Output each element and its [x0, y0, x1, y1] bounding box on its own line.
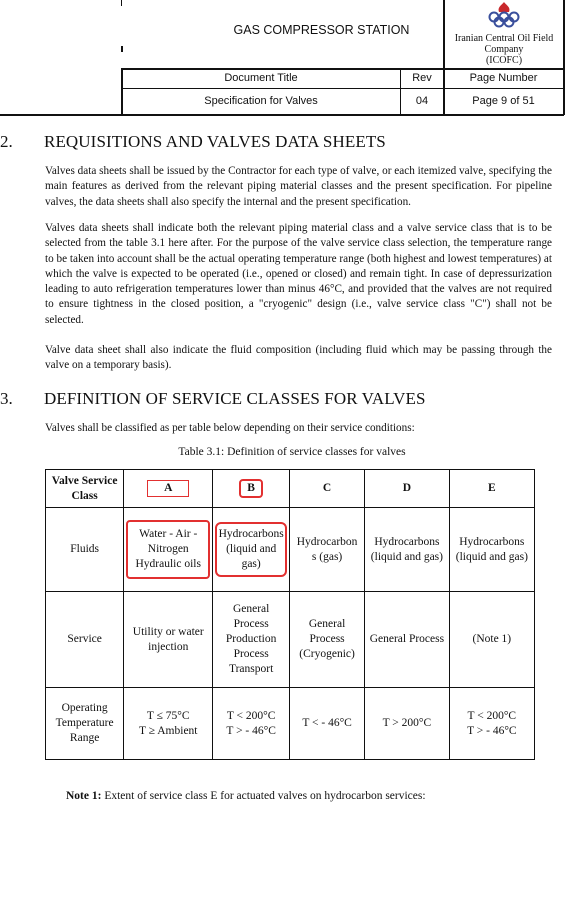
paragraph: Valves data sheets shall indicate both the relevant piping material class and a valve service class that is to be selected from the table 3.1 here after. For the purpose of the valve service class selection, the temperature range to be taken into account shall be the actual operating temperature range (both highest and lowest temperatures) at which the valve is expected to be operated (i.e., opened or closed) and remain tight. In case of depressurization leading to auto refrigeration temperatures lower than minus 46°C, and provided that the valves are not required to ensure tightness in the closed position, a "cryogenic" design (i.e., valve service class "C") shall not be selected.	[45, 222, 552, 326]
table-cell: T > 200°C	[365, 688, 450, 760]
header-label-cell: Valve Service Class	[46, 470, 124, 508]
page-number-header: Page Number	[469, 72, 538, 84]
class-a-label: A	[147, 480, 189, 497]
class-b-label: B	[239, 479, 263, 498]
doc-title-value: Specification for Valves	[204, 95, 318, 107]
doc-title-header: Document Title	[224, 72, 298, 84]
section-number: 2.	[0, 132, 13, 151]
table-row	[46, 470, 535, 508]
class-b-cell	[213, 470, 290, 508]
table-cell: T < 200°C T > - 46°C	[213, 688, 290, 760]
paragraph: Valves data sheets shall be issued by the Contractor for each type of valve, or each itemized valve, specifying the main features as derived from the relevant piping material classes and the present specification. For pipeline valves, the data sheets shall also specify the internal and the present specification.	[45, 165, 552, 208]
section-title: REQUISITIONS AND VALVES DATA SHEETS	[44, 132, 386, 151]
class-a-cell	[124, 470, 213, 508]
table-cell	[124, 508, 213, 592]
table-cell: T < 200°C T > - 46°C	[449, 688, 534, 760]
row-label: Fluids	[46, 508, 124, 592]
class-d-cell	[365, 470, 450, 508]
paragraph: Valve data sheet shall also indicate the fluid composition (including fluid which may be passing through the valve on a temporary basis).	[45, 344, 552, 372]
note	[66, 790, 426, 802]
table-cell: T < - 46°C	[290, 688, 365, 760]
company-name: Iranian Central Oil Field Company (ICOFC)	[454, 33, 554, 66]
class-c-cell	[290, 470, 365, 508]
rev-value: 04	[415, 95, 429, 107]
service-class-table	[45, 469, 535, 760]
table-cell: (Note 1)	[449, 592, 534, 688]
rev-header: Rev	[412, 72, 432, 84]
table-cell: General Process (Cryogenic)	[290, 592, 365, 688]
table-cell	[213, 508, 290, 592]
class-c-label: C	[322, 482, 332, 494]
table-cell: General Process	[365, 592, 450, 688]
note-label: Note 1:	[66, 790, 102, 802]
row-label: Service	[46, 592, 124, 688]
row-label: Operating Temperature Range	[46, 688, 124, 760]
page-number-value: Page 9 of 51	[472, 95, 535, 107]
table-cell: T ≤ 75°C T ≥ Ambient	[124, 688, 213, 760]
station-title: GAS COMPRESSOR STATION	[233, 23, 410, 37]
table-cell: General Process Production Process Transport	[213, 592, 290, 688]
table-cell: Utility or water injection	[124, 592, 213, 688]
section-title: DEFINITION OF SERVICE CLASSES FOR VALVES	[44, 389, 426, 408]
company-logo-icon	[482, 2, 526, 30]
table-cell: Hydrocarbons (liquid and gas)	[449, 508, 534, 592]
paragraph: Valves shall be classified as per table below depending on their service conditions:	[45, 422, 415, 434]
class-e-label: E	[487, 482, 496, 494]
table-row	[46, 508, 535, 592]
table-row	[46, 592, 535, 688]
class-d-label: D	[402, 482, 412, 494]
highlight-box: Hydrocarbons (liquid and gas)	[215, 522, 287, 577]
table-cell: Hydrocarbons (liquid and gas)	[365, 508, 450, 592]
table-row	[46, 688, 535, 760]
section-number: 3.	[0, 389, 13, 408]
table-caption: Table 3.1: Definition of service classes for valves	[178, 446, 406, 458]
highlight-box: Water - Air - Nitrogen Hydraulic oils	[126, 520, 210, 579]
note-text: Extent of service class E for actuated valves on hydrocarbon services:	[101, 790, 426, 802]
table-cell: Hydrocarbon s (gas)	[290, 508, 365, 592]
class-e-cell	[449, 470, 534, 508]
